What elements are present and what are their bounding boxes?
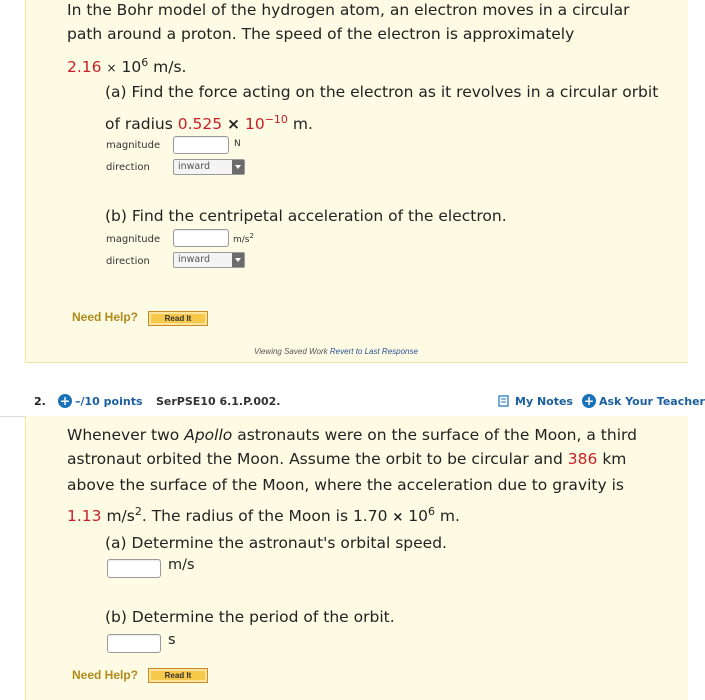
apollo-italic: Apollo [184, 426, 233, 444]
radius-prefix: of radius [105, 115, 173, 134]
q1-line-1: In the Bohr model of the hydrogen atom, an electron moves in a circular [67, 1, 630, 19]
q2-line-4: 1.13 $m/s^2$. The radius of the Moon is $1.70 \times 10^6$ m. [67, 505, 460, 526]
q1-need-help: Need Help? [72, 310, 139, 324]
gravity-value: 1.13 [67, 507, 102, 526]
q1-line-2: path around a proton. The speed of the electron is approximately [67, 25, 575, 43]
revert-link[interactable]: Revert to Last Response [329, 347, 418, 356]
speed-unit: m/s. [153, 58, 187, 77]
q1-read-it-button[interactable]: Read It [148, 311, 208, 326]
q2-read-it-button[interactable]: Read It [148, 668, 208, 683]
q2-b-input[interactable] [107, 634, 161, 653]
altitude-value: 386 [567, 450, 598, 468]
q1-part-a-text: (a) Find the force acting on the electron as it revolves in a circular orbit [105, 83, 659, 101]
q1-speed [67, 50, 186, 81]
speed-exponent: 6 [141, 56, 149, 69]
b-direction-select[interactable] [173, 252, 245, 268]
b-direction-value: inward [178, 254, 211, 265]
q2-part-b-text: (b) Determine the period of the orbit. [105, 608, 395, 626]
a-magnitude-label: magnitude [106, 140, 161, 151]
plus-icon[interactable]: + [59, 394, 71, 408]
q1-part-b-text: (b) Find the centripetal acceleration of the electron. [105, 207, 507, 225]
my-notes-label: My Notes [515, 395, 573, 408]
radius-exponent: −10 [264, 113, 288, 126]
q1-radius [105, 107, 313, 137]
a-direction-select[interactable] [173, 159, 245, 175]
b-magnitude-input[interactable] [173, 229, 229, 247]
b-direction-label: direction [106, 256, 150, 267]
q2-a-unit: m/s [168, 557, 195, 573]
q2-need-help: Need Help? [72, 668, 139, 682]
radius-times: × [227, 115, 241, 134]
a-direction-value: inward [178, 161, 211, 172]
b-unit: $m/s^2$ [233, 232, 254, 245]
radius-base: 10 [244, 115, 265, 134]
a-unit: N [234, 139, 241, 149]
radius-unit: m. [292, 115, 313, 134]
speed-base: 10 [121, 58, 142, 77]
chevron-down-icon [232, 160, 244, 174]
a-direction-label: direction [106, 162, 150, 173]
q2-points: –/10 points [75, 395, 143, 408]
q2-a-input[interactable] [107, 559, 161, 578]
ask-teacher-button[interactable]: Ask Your Teacher [599, 395, 705, 408]
q2-number: 2. [34, 395, 46, 408]
ask-teacher-icon[interactable]: + [583, 394, 595, 408]
b-magnitude-label: magnitude [106, 234, 161, 245]
q2-part-a-text: (a) Determine the astronaut's orbital speed. [105, 534, 447, 552]
chevron-down-icon [232, 253, 244, 267]
speed-coefficient: 2.16 [67, 58, 102, 77]
q2-b-unit: s [168, 632, 176, 648]
q2-line-3: above the surface of the Moon, where the acceleration due to gravity is [67, 476, 624, 494]
speed-times: × [106, 61, 117, 76]
q2-line-1: Whenever two Apollo astronauts were on the surface of the Moon, a third [67, 426, 637, 444]
notes-icon [498, 395, 509, 407]
q2-line-2: astronaut orbited the Moon. Assume the orbit to be circular and 386 km [67, 450, 627, 468]
radius-coefficient: 0.525 [177, 115, 223, 134]
q2-code: SerPSE10 6.1.P.002. [156, 395, 281, 408]
saved-work-line: Viewing Saved Work Revert to Last Response [254, 347, 418, 356]
a-magnitude-input[interactable] [173, 136, 229, 154]
